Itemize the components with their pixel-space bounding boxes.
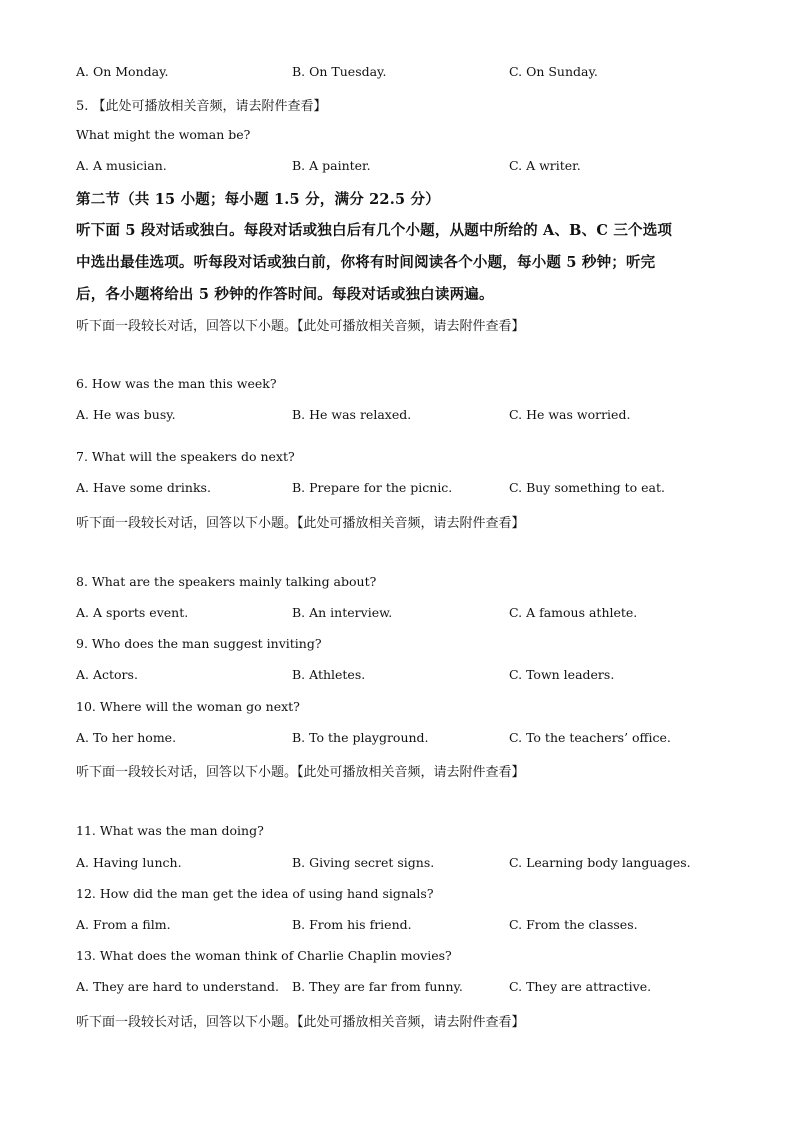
q4-option-a: A. On Monday. (76, 64, 169, 79)
q8-option-a: A. A sports event. (76, 605, 189, 620)
q9-question: 9. Who does the man suggest inviting? (76, 636, 322, 651)
listen-prompt-3: 听下面一段较长对话，回答以下小题。【此处可播放相关音频，请去附件查看】 (76, 765, 525, 780)
q4-option-b: B. On Tuesday. (292, 64, 387, 79)
q11-option-a: A. Having lunch. (76, 855, 182, 870)
section2-instruction-line3: 后，各小题将给出 5 秒钟的作答时间。每段对话或独白读两遍。 (76, 286, 494, 303)
q7-option-c: C. Buy something to eat. (509, 480, 665, 495)
q13-option-a: A. They are hard to understand. (76, 979, 279, 994)
q11-question: 11. What was the man doing? (76, 823, 264, 838)
q10-option-b: B. To the playground. (292, 730, 429, 745)
q6-option-a: A. He was busy. (76, 407, 176, 422)
section2-title: 第二节（共 15 小题；每小题 1.5 分，满分 22.5 分） (76, 191, 440, 208)
q9-option-c: C. Town leaders. (509, 667, 615, 682)
q13-option-b: B. They are far from funny. (292, 979, 463, 994)
listen-prompt-4: 听下面一段较长对话，回答以下小题。【此处可播放相关音频，请去附件查看】 (76, 1015, 525, 1030)
q12-option-b: B. From his friend. (292, 917, 412, 932)
q12-option-c: C. From the classes. (509, 917, 638, 932)
q7-question: 7. What will the speakers do next? (76, 449, 295, 464)
q7-option-a: A. Have some drinks. (76, 480, 211, 495)
q8-option-b: B. An interview. (292, 605, 393, 620)
q11-option-c: C. Learning body languages. (509, 855, 691, 870)
q6-question: 6. How was the man this week? (76, 376, 277, 391)
q13-question: 13. What does the woman think of Charlie Chaplin movies? (76, 948, 452, 963)
q5-option-c: C. A writer. (509, 158, 581, 173)
q5-option-b: B. A painter. (292, 158, 371, 173)
q8-question: 8. What are the speakers mainly talking about? (76, 574, 377, 589)
q8-option-c: C. A famous athlete. (509, 605, 638, 620)
section2-instruction-line1: 听下面 5 段对话或独白。每段对话或独白后有几个小题，从题中所给的 A、B、C 三个选项 (76, 222, 673, 239)
q11-option-b: B. Giving secret signs. (292, 855, 435, 870)
q5-audio-prompt: 5. 【此处可播放相关音频，请去附件查看】 (76, 99, 327, 114)
q6-option-b: B. He was relaxed. (292, 407, 412, 422)
q9-option-b: B. Athletes. (292, 667, 366, 682)
listen-prompt-1: 听下面一段较长对话，回答以下小题。【此处可播放相关音频，请去附件查看】 (76, 319, 525, 334)
q10-option-c: C. To the teachers’ office. (509, 730, 671, 745)
listen-prompt-2: 听下面一段较长对话，回答以下小题。【此处可播放相关音频，请去附件查看】 (76, 516, 525, 531)
q4-option-c: C. On Sunday. (509, 64, 598, 79)
q9-option-a: A. Actors. (76, 667, 138, 682)
q5-question: What might the woman be? (76, 127, 251, 142)
q12-option-a: A. From a film. (76, 917, 171, 932)
section2-instruction-line2: 中选出最佳选项。听每段对话或独白前，你将有时间阅读各个小题，每小题 5 秒钟；听完 (76, 254, 656, 271)
q12-question: 12. How did the man get the idea of using hand signals? (76, 886, 434, 901)
q13-option-c: C. They are attractive. (509, 979, 652, 994)
q6-option-c: C. He was worried. (509, 407, 631, 422)
q5-option-a: A. A musician. (76, 158, 167, 173)
q10-question: 10. Where will the woman go next? (76, 699, 300, 714)
q10-option-a: A. To her home. (76, 730, 177, 745)
q7-option-b: B. Prepare for the picnic. (292, 480, 453, 495)
